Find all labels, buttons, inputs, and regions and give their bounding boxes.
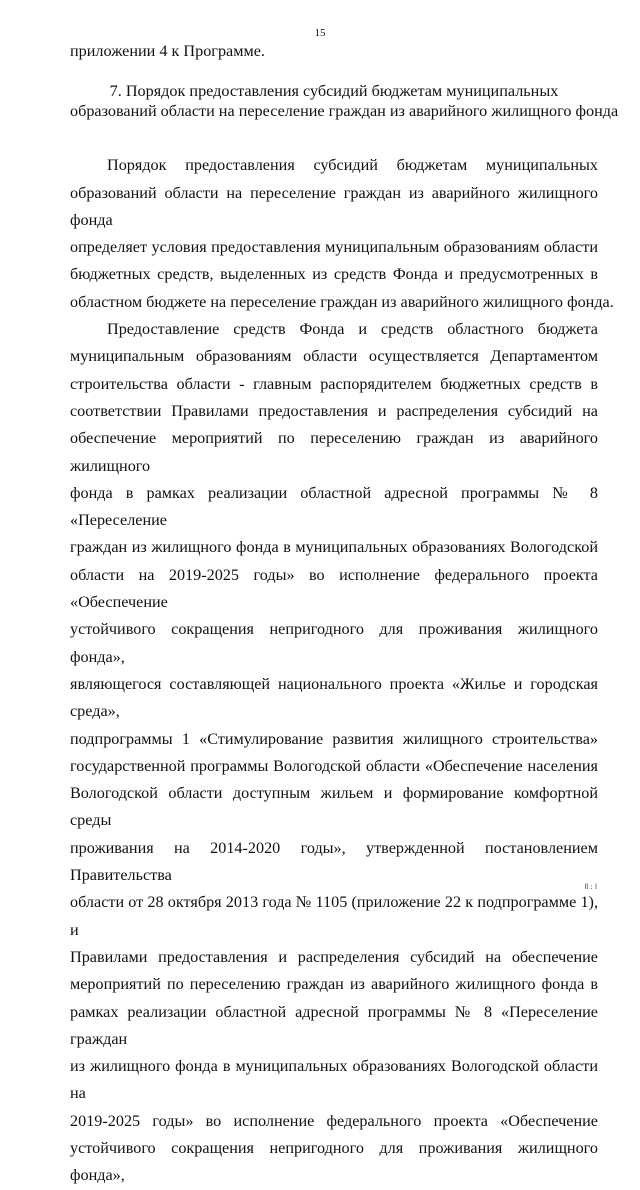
paragraph-line: Предоставление средств Фонда и средств областного бюджета	[107, 320, 598, 339]
paragraph-line: Вологодской области доступным жильем и формирование комфортной среды	[70, 784, 598, 830]
paragraph-line: мероприятий по переселению граждан из аварийного жилищного фонда в	[70, 975, 598, 994]
paragraph-1	[70, 152, 614, 316]
paragraph-line: проживания на 2014-2020 годы», утвержденной постановлением Правительства	[70, 838, 598, 885]
paragraph-line: области на 2019-2025 годы» во исполнение федерального проекта «Обеспечение	[70, 565, 598, 612]
paragraph-line: государственной программы Вологодской области «Обеспечение населения	[70, 756, 598, 775]
intro-line: приложении 4 к Программе.	[70, 42, 265, 60]
paragraph-line: из жилищного фонда в муниципальных образованиях Вологодской области на	[70, 1057, 598, 1103]
paragraph-line: бюджетных средств, выделенных из средств Фонда и предусмотренных в	[70, 265, 598, 284]
page-number: 15	[314, 27, 326, 39]
paragraph-line: фонда в рамках реализации областной адресной программы № 8 «Переселение	[70, 483, 598, 530]
heading-line: 7. Порядок предоставления субсидий бюджетам муниципальных	[109, 82, 559, 101]
document-body	[70, 38, 619, 1190]
paragraph-line: областном бюджете на переселение граждан из аварийного жилищного фонда.	[70, 292, 614, 311]
paragraph-line: 2019-2025 годы» во исполнение федерального проекта «Обеспечение	[70, 1111, 598, 1130]
paragraph-line: строительства области - главным распорядителем бюджетных средств в	[70, 374, 598, 393]
paragraph-2	[70, 316, 598, 1190]
paragraph-line: Порядок предоставления субсидий бюджетам муниципальных	[107, 156, 598, 175]
paragraph-line: устойчивого сокращения непригодного для проживания жилищного фонда»,	[70, 620, 598, 666]
paragraph-line: подпрограммы 1 «Стимулирование развития жилищного строительства»	[70, 729, 598, 748]
paragraph-line: являющегося составляющей национального проекта «Жилье и городская среда»,	[70, 674, 598, 721]
paragraph-line: устойчивого сокращения непригодного для проживания жилищного фонда»,	[70, 1138, 598, 1185]
paragraph-line: обеспечение мероприятий по переселению граждан из аварийного жилищного	[70, 429, 598, 475]
paragraph-line: Правилами предоставления и распределения субсидий на обеспечение	[70, 947, 598, 966]
heading-line: образований области на переселение граждан из аварийного жилищного фонда	[70, 102, 619, 121]
section-heading	[70, 81, 619, 121]
paragraph-line: соответствии Правилами предоставления и распределения субсидий на	[70, 401, 598, 420]
paragraph-line: области от 28 октября 2013 года № 1105 (приложение 22 к подпрограмме 1), и	[70, 893, 598, 939]
paragraph-line: определяет условия предоставления муниципальным образованиям области	[70, 238, 598, 257]
footer-mark: ll : l	[584, 883, 597, 891]
paragraph-line: образований области на переселение граждан из аварийного жилищного фонда	[70, 183, 598, 229]
paragraph-line: муниципальным образованиям области осуществляется Департаментом	[70, 347, 598, 366]
paragraph-line: рамках реализации областной адресной программы № 8 «Переселение граждан	[70, 1002, 598, 1048]
paragraph-line: граждан из жилищного фонда в муниципальных образованиях Вологодской	[70, 538, 598, 557]
